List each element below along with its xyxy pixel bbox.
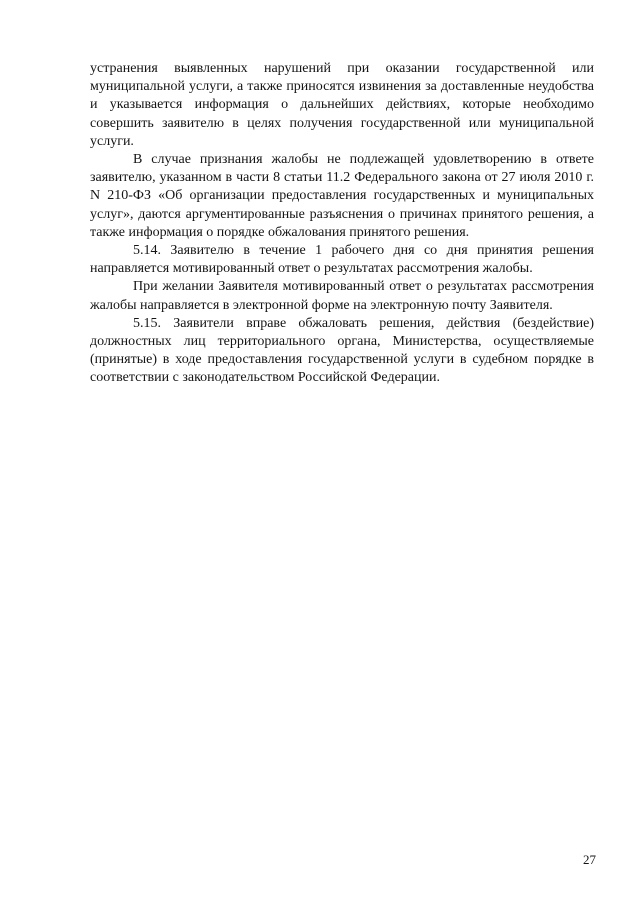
page-number: 27 [583, 852, 596, 867]
paragraph: устранения выявленных нарушений при оказании государственной или муниципальной услуги, а также приносятся извинения за доставленные неудобства и указывается информация о дальнейших действиях, которые необходимо совершить заявителю в целях получения государственной или муниципальной услуги. [90, 61, 594, 149]
body-text [90, 60, 594, 388]
paragraph: В случае признания жалобы не подлежащей удовлетворению в ответе заявителю, указанном в части 8 статьи 11.2 Федерального закона от 27 июля 2010 г. N 210-ФЗ «Об организации предоставления государственных и муниципальных услуг», даются аргументированные разъяснения о причинах принятого решения, а также информация о порядке обжалования принятого решения. [90, 152, 594, 240]
paragraph: При желании Заявителя мотивированный ответ о результатах рассмотрения жалобы направляется в электронной форме на электронную почту Заявителя. [90, 279, 594, 313]
paragraph: 5.14. Заявителю в течение 1 рабочего дня со дня принятия решения направляется мотивированный ответ о результатах рассмотрения жалобы. [90, 243, 594, 277]
paragraph: 5.15. Заявители вправе обжаловать решения, действия (бездействие) должностных лиц территориального органа, Министерства, осуществляемые (принятые) в ходе предоставления государственной услуги в судебном порядке в соответствии с законодательством Российской Федерации. [90, 315, 594, 386]
